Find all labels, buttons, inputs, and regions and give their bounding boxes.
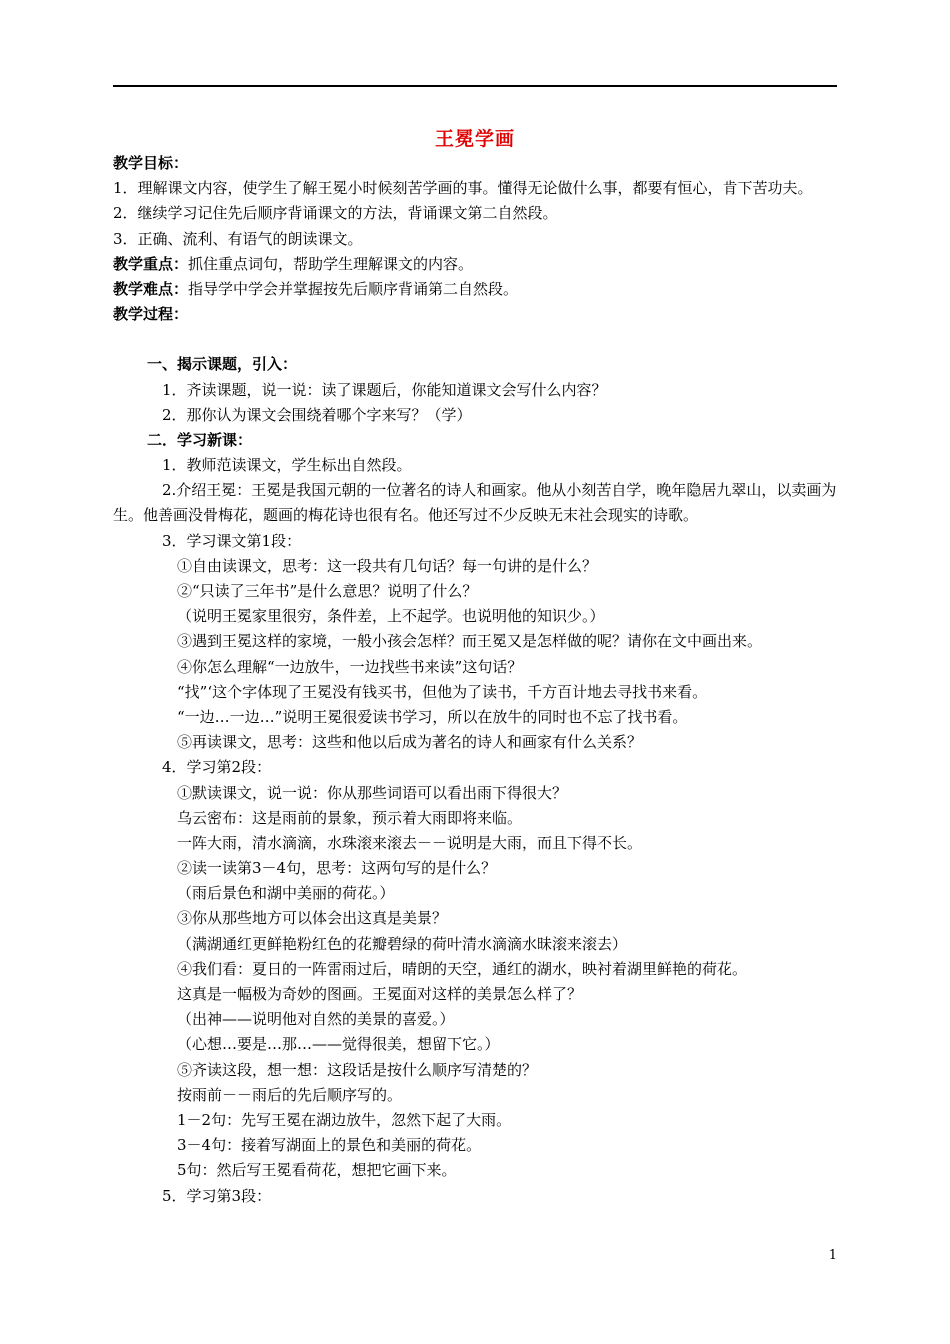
list-item: “一边…一边…”说明王冕很爱读书学习，所以在放牛的同时也不忘了找书看。 — [177, 707, 688, 726]
difficulty-text: 指导学中学会并掌握按先后顺序背诵第二自然段。 — [188, 279, 519, 298]
document-body — [113, 151, 839, 1209]
list-item: （满湖通红更鲜艳粉红色的花瓣碧绿的荷叶清水滴滴水昧滚来滚去） — [177, 934, 628, 953]
list-item: 乌云密布：这是雨前的景象，预示着大雨即将来临。 — [177, 808, 523, 827]
objective-2: 2．继续学习记住先后顺序背诵课文的方法，背诵课文第二自然段。 — [113, 204, 558, 223]
objective-1: 1．理解课文内容，使学生了解王冕小时候刻苦学画的事。懂得无论做什么事，都要有恒心，肯下苦功夫。 — [113, 179, 813, 198]
list-item: ①自由读课文，思考：这一段共有几句话？每一句讲的是什么？ — [177, 556, 598, 575]
list-item: （心想…要是…那…——觉得很美，想留下它。） — [177, 1035, 500, 1054]
list-item: ⑤齐读这段，想一想：这段话是按什么顺序写清楚的？ — [177, 1060, 538, 1079]
key-point-label: 教学重点： — [113, 254, 189, 273]
section1-item-2: 2．那你认为课文会围绕着哪个字来写？（学） — [162, 405, 472, 424]
section2-item-3-heading: 3．学习课文第1段： — [162, 531, 302, 550]
difficulty-point — [113, 277, 839, 302]
list-item: （说明王冕家里很穷，条件差，上不起学。也说明他的知识少。） — [177, 607, 605, 626]
section1-item-1: 1．齐读课题，说一说：读了课题后，你能知道课文会写什么内容？ — [162, 380, 607, 399]
section1-heading: 一、揭示课题，引入： — [147, 355, 298, 374]
list-item: ⑤再读课文，思考：这些和他以后成为著名的诗人和画家有什么关系？ — [177, 733, 643, 752]
section2-item-2: 2.介绍王冕：王冕是我国元朝的一位著名的诗人和画家。他从小刻苦自学，晚年隐居九翠山，以卖画为生。他善画没骨梅花，题画的梅花诗也很有名。他还写过不少反映无末社会现实的诗歌。 — [113, 481, 837, 525]
key-point — [113, 252, 839, 277]
list-item: 1－2句：先写王冕在湖边放牛，忽然下起了大雨。 — [177, 1110, 512, 1129]
section2-item-5-heading: 5．学习第3段： — [162, 1186, 272, 1205]
list-item: 3－4句：接着写湖面上的景色和美丽的荷花。 — [177, 1136, 482, 1155]
list-item: 一阵大雨，清水滴滴，水珠滚来滚去－－说明是大雨，而且下得不长。 — [177, 833, 643, 852]
list-item: （出神——说明他对自然的美景的喜爱。） — [177, 1010, 455, 1029]
list-item: ④我们看：夏日的一阵雷雨过后，晴朗的天空，通红的湖水，映衬着湖里鲜艳的荷花。 — [177, 959, 748, 978]
objective-3: 3．正确、流利、有语气的朗读课文。 — [113, 229, 363, 248]
page-number: 1 — [828, 1248, 837, 1263]
list-item: 按雨前－－雨后的先后顺序写的。 — [177, 1085, 403, 1104]
list-item: ①默读课文，说一说：你从那些词语可以看出雨下得很大？ — [177, 783, 568, 802]
list-item: 这真是一幅极为奇妙的图画。王冕面对这样的美景怎么样了？ — [177, 985, 583, 1004]
list-item: “找”‘这个字体现了王冕没有钱买书，但他为了读书，千方百计地去寻找书来看。 — [177, 682, 708, 701]
list-item: （雨后景色和湖中美丽的荷花。） — [177, 884, 395, 903]
document-title: 王冕学画 — [434, 128, 515, 150]
list-item: ③你从那些地方可以体会出这真是美景？ — [177, 909, 448, 928]
section2-item-4-heading: 4．学习第2段： — [162, 758, 272, 777]
process-heading: 教学过程： — [113, 305, 189, 324]
list-item: ②读一读第3－4句，思考：这两句写的是什么？ — [177, 859, 497, 878]
list-item: ④你怎么理解“一边放牛，一边找些书来读”这句话？ — [177, 657, 523, 676]
header-rule — [113, 85, 837, 87]
section2-heading: 二．学习新课： — [147, 430, 253, 449]
section2-item-1: 1．教师范读课文，学生标出自然段。 — [162, 456, 412, 475]
difficulty-label: 教学难点： — [113, 279, 189, 298]
objectives-heading: 教学目标： — [113, 154, 189, 172]
list-item: ③遇到王冕这样的家境，一般小孩会怎样？而王冕又是怎样做的呢？请你在文中画出来。 — [177, 632, 763, 651]
list-item: 5句：然后写王冕看荷花，想把它画下来。 — [177, 1161, 457, 1180]
key-point-text: 抓住重点词句，帮助学生理解课文的内容。 — [188, 254, 474, 273]
list-item: ②“只读了三年书”是什么意思？说明了什么？ — [177, 582, 478, 601]
